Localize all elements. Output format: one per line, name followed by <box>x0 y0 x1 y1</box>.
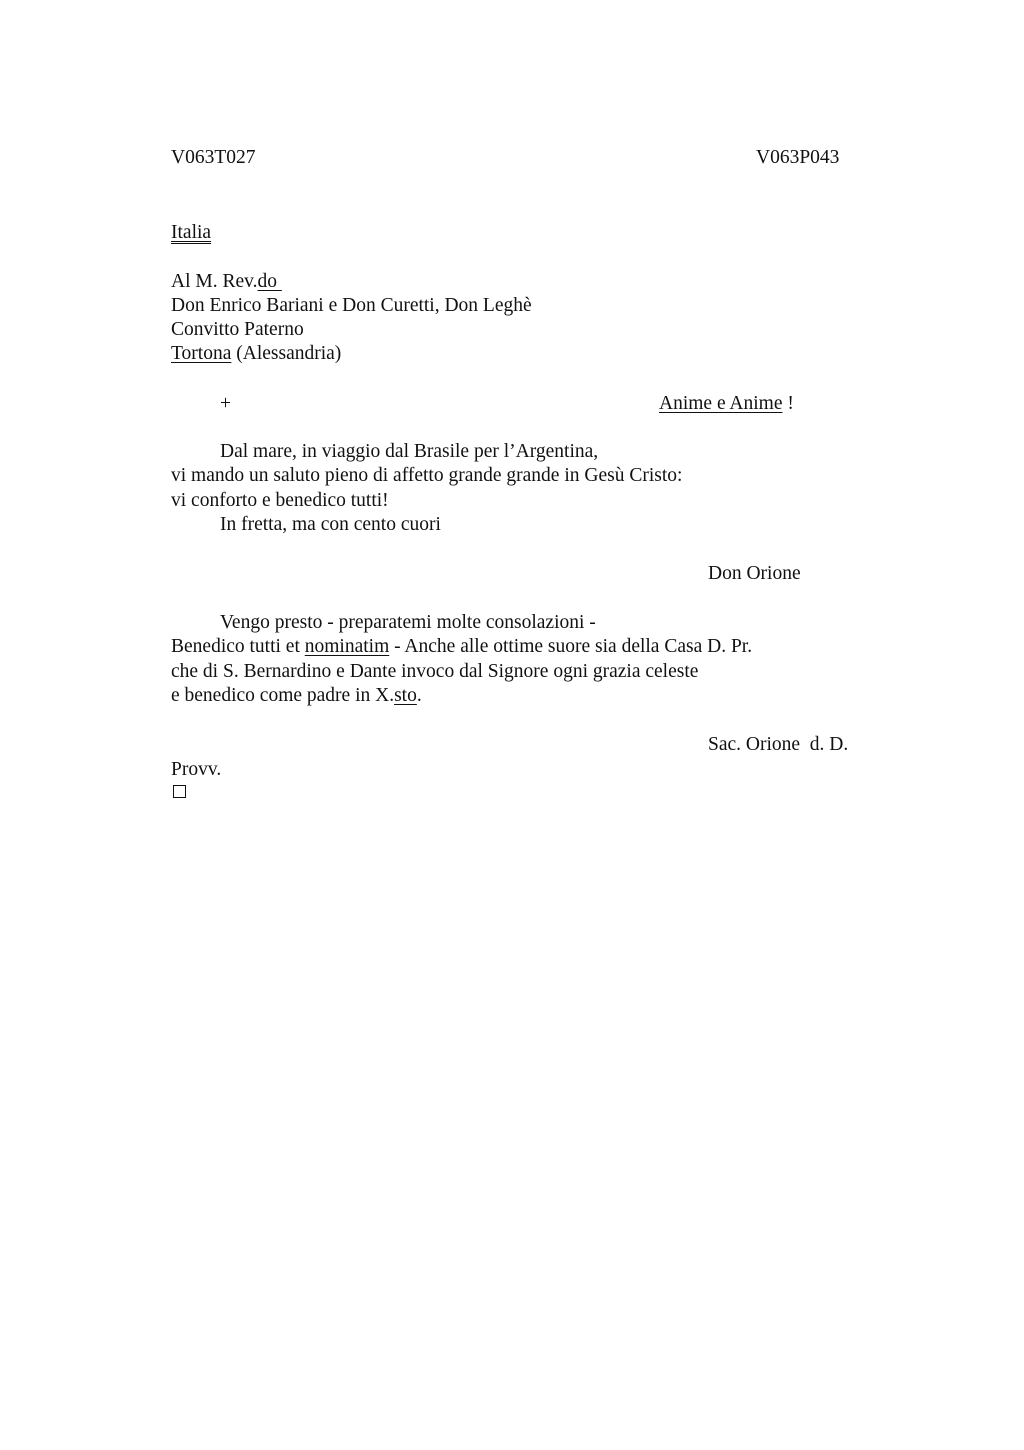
postscript-line-1: Vengo presto - preparatemi molte consolazioni - <box>220 612 596 633</box>
postscript-nominatim: nominatim <box>304 636 390 657</box>
postscript-line-4-start: e benedico come padre in X. <box>171 685 395 706</box>
cross-symbol: + <box>220 393 231 414</box>
document-code-left: V063T027 <box>171 147 256 168</box>
address-title: Al M. Rev. <box>171 271 258 292</box>
motto-text: Anime e Anime <box>659 393 783 414</box>
postscript-line-3: che di S. Bernardino e Dante invoco dal Signore ogni grazia celeste <box>171 661 699 682</box>
postscript-line-2-end: - Anche alle ottime suore sia della Casa D. Pr. <box>389 636 753 657</box>
address-title-superscript: do <box>257 271 282 292</box>
body-paragraph-2-line-1: In fretta, ma con cento cuori <box>220 514 441 535</box>
signature-1: Don Orione <box>708 563 801 584</box>
address-line-1 <box>171 270 282 294</box>
body-paragraph-1-line-3: vi conforto e benedico tutti! <box>171 490 389 511</box>
body-paragraph-1-line-1: Dal mare, in viaggio dal Brasile per l’Argentina, <box>220 441 599 462</box>
address-city: Tortona <box>171 343 232 364</box>
address-province: (Alessandria) <box>231 343 342 364</box>
address-line-3: Convitto Paterno <box>171 319 304 340</box>
footer-note: Provv. <box>171 759 222 780</box>
postscript-line-4 <box>171 684 422 708</box>
motto <box>659 392 794 416</box>
address-line-4 <box>171 342 341 366</box>
body-paragraph-1-line-2: vi mando un saluto pieno di affetto grande grande in Gesù Cristo: <box>171 465 683 486</box>
postscript-line-4-end: . <box>416 685 422 706</box>
postscript-line-2-start: Benedico tutti et <box>171 636 305 657</box>
end-of-document-box-icon <box>173 785 186 798</box>
address-line-2: Don Enrico Bariani e Don Curetti, Don Leghè <box>171 295 532 316</box>
postscript-xsto-superscript: sto <box>394 685 417 706</box>
destination-country: Italia <box>171 222 212 243</box>
motto-exclamation: ! <box>782 393 794 414</box>
signature-2: Sac. Orione d. D. <box>708 734 849 755</box>
postscript-line-2 <box>171 635 752 659</box>
document-code-right: V063P043 <box>756 147 840 168</box>
